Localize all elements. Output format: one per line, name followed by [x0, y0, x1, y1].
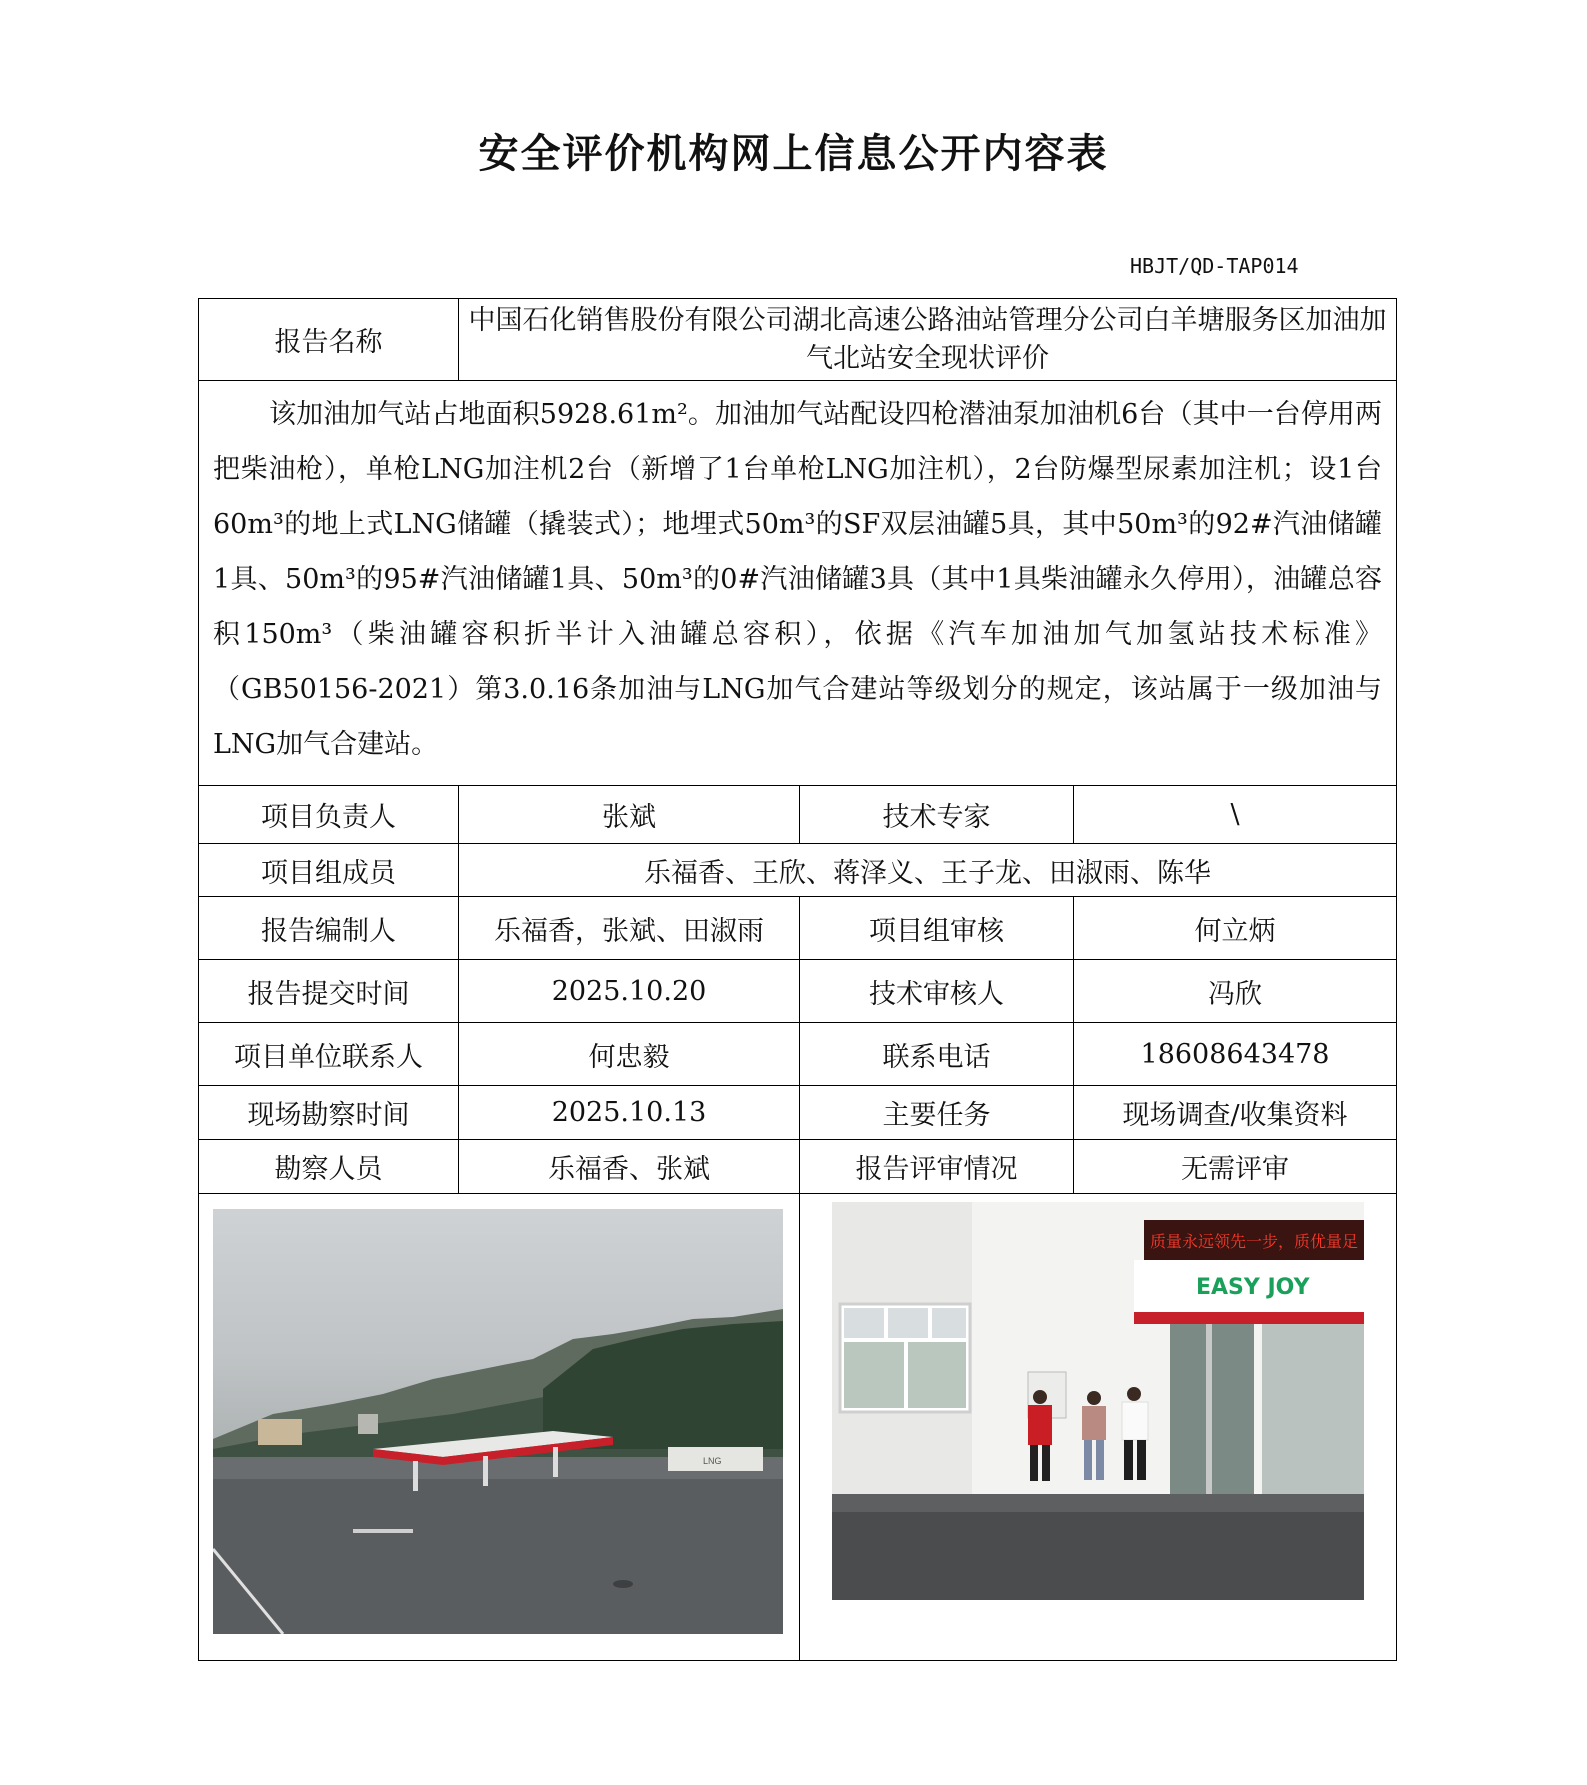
team-members-label: 项目组成员: [199, 844, 459, 897]
tech-expert-label: 技术专家: [800, 786, 1074, 844]
store-brand: EASY JOY: [1196, 1275, 1310, 1300]
team-members-row: [199, 844, 1397, 897]
tech-expert-value: \: [1074, 786, 1397, 844]
report-author-value: 乐福香，张斌、田淑雨: [459, 897, 800, 960]
review-status-label: 报告评审情况: [800, 1140, 1074, 1194]
photo-cell-right: [800, 1194, 1397, 1661]
photo-row: [199, 1194, 1397, 1661]
unit-contact-label: 项目单位联系人: [199, 1023, 459, 1086]
document-code: HBJT/QD-TAP014: [1130, 254, 1299, 278]
author-row: [199, 897, 1397, 960]
led-banner-text: 质量永远领先一步，质优量足: [1150, 1232, 1359, 1251]
gas-station-photo: [213, 1209, 783, 1634]
unit-contact-value: 何忠毅: [459, 1023, 800, 1086]
description-row: [199, 381, 1397, 786]
surveyors-row: [199, 1140, 1397, 1194]
survey-team-photo: [832, 1202, 1364, 1600]
info-table: [198, 298, 1397, 1661]
submit-row: [199, 960, 1397, 1023]
report-name-value: 中国石化销售股份有限公司湖北高速公路油站管理分公司白羊塘服务区加油加气北站安全现状评价: [459, 299, 1397, 381]
page-title: 安全评价机构网上信息公开内容表: [478, 130, 1109, 177]
surveyors-label: 勘察人员: [199, 1140, 459, 1194]
tech-reviewer-label: 技术审核人: [800, 960, 1074, 1023]
tech-reviewer-value: 冯欣: [1074, 960, 1397, 1023]
surveyors-value: 乐福香、张斌: [459, 1140, 800, 1194]
report-name-label: 报告名称: [199, 299, 459, 381]
team-review-value: 何立炳: [1074, 897, 1397, 960]
submit-time-value: 2025.10.20: [459, 960, 800, 1023]
submit-time-label: 报告提交时间: [199, 960, 459, 1023]
team-members-value: 乐福香、王欣、蒋泽义、王子龙、田淑雨、陈华: [459, 844, 1397, 897]
photo-cell-left: [199, 1194, 800, 1661]
project-leader-label: 项目负责人: [199, 786, 459, 844]
survey-row: [199, 1086, 1397, 1140]
survey-time-label: 现场勘察时间: [199, 1086, 459, 1140]
report-author-label: 报告编制人: [199, 897, 459, 960]
phone-value: 18608643478: [1074, 1023, 1397, 1086]
phone-label: 联系电话: [800, 1023, 1074, 1086]
review-status-value: 无需评审: [1074, 1140, 1397, 1194]
report-name-row: [199, 299, 1397, 381]
leader-row: [199, 786, 1397, 844]
contact-row: [199, 1023, 1397, 1086]
survey-time-value: 2025.10.13: [459, 1086, 800, 1140]
main-task-value: 现场调查/收集资料: [1074, 1086, 1397, 1140]
lng-sign: LNG: [703, 1456, 722, 1466]
team-review-label: 项目组审核: [800, 897, 1074, 960]
main-task-label: 主要任务: [800, 1086, 1074, 1140]
station-description: 该加油加气站占地面积5928.61m²。加油加气站配设四枪潜油泵加油机6台（其中一台停用两把柴油枪），单枪LNG加注机2台（新增了1台单枪LNG加注机），2台防爆型尿素加注机；设1台60m³的地上式LNG储罐（撬装式）；地埋式50m³的SF双层油罐5具，其中50m³的92#汽油储罐1具、50m³的95#汽油储罐1具、50m³的0#汽油储罐3具（其中1具柴油罐永久停用），油罐总容积150m³（柴油罐容积折半计入油罐总容积），依据《汽车加油加气加氢站技术标准》（GB50156-2021）第3.0.16条加油与LNG加气合建站等级划分的规定，该站属于一级加油与LNG加气合建站。: [213, 399, 1383, 760]
project-leader-value: 张斌: [459, 786, 800, 844]
